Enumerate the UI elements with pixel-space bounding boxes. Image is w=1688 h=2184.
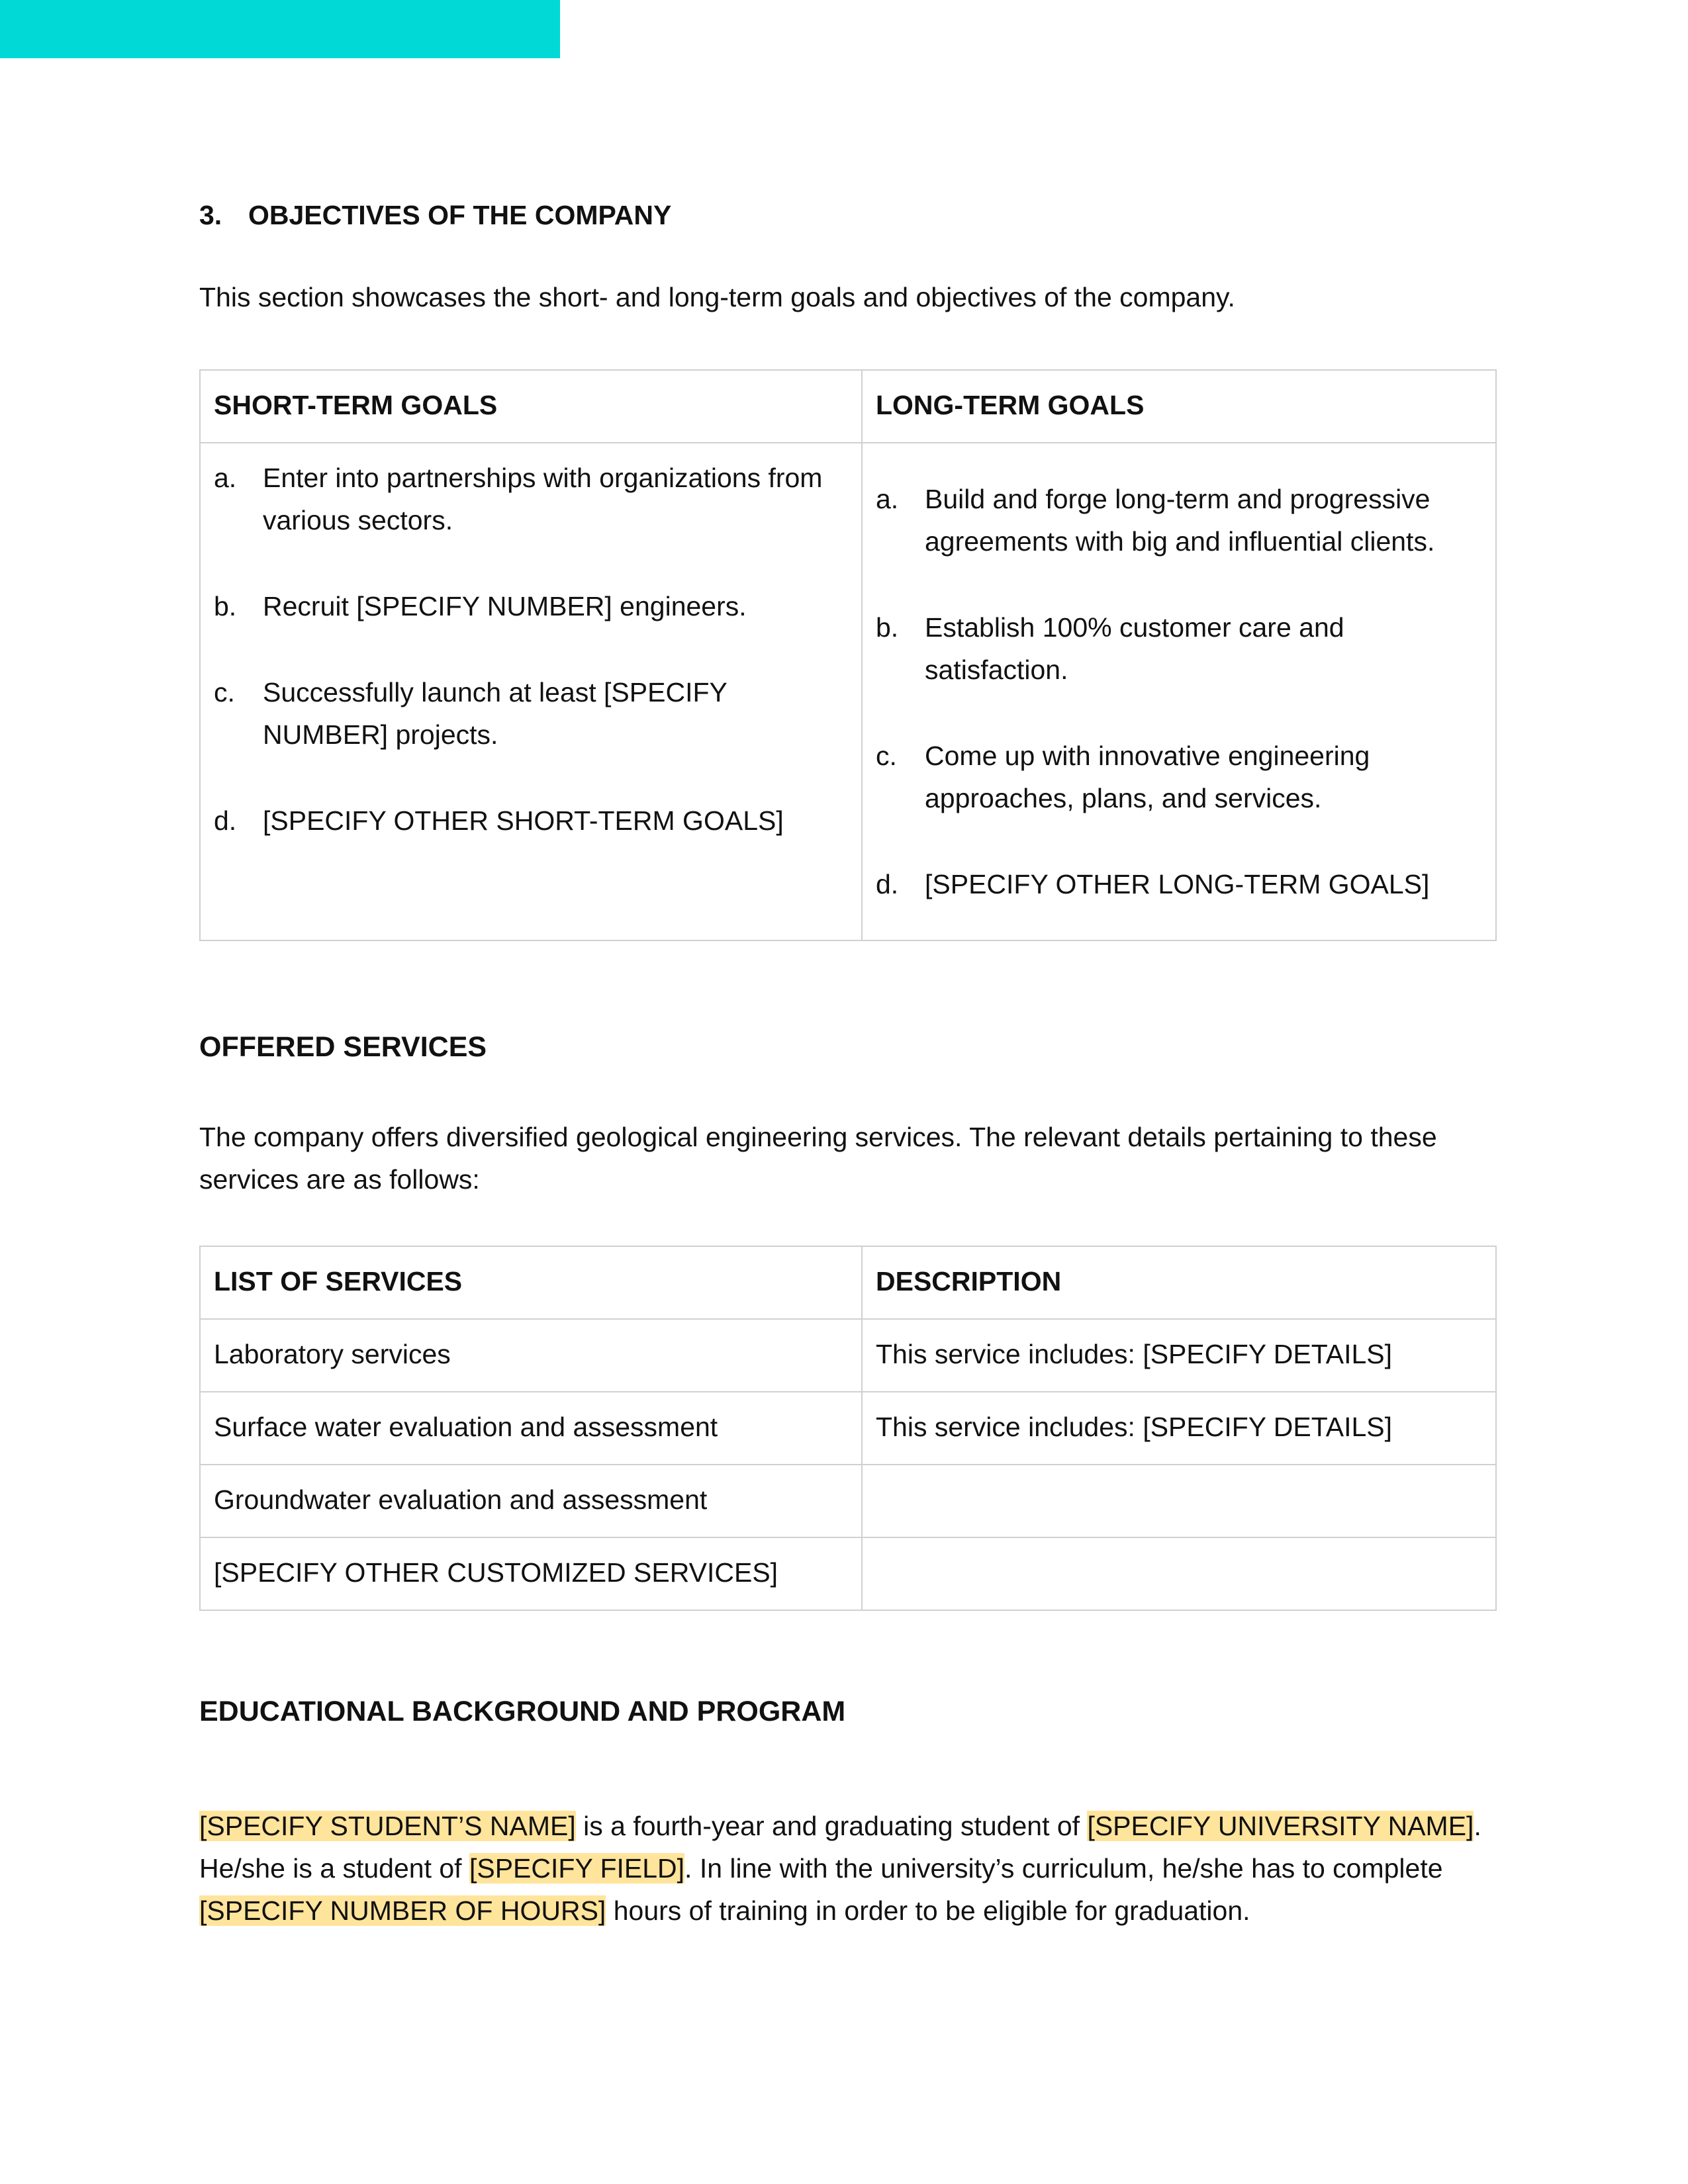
list-item (214, 799, 848, 842)
list-marker: a. (214, 463, 237, 493)
section-title-text: OBJECTIVES OF THE COMPANY (248, 200, 672, 230)
services-list-header: LIST OF SERVICES (200, 1246, 862, 1319)
paragraph-text: is a fourth-year and graduating student of (575, 1811, 1088, 1841)
service-name-cell: Laboratory services (200, 1319, 862, 1392)
goals-content-row (200, 443, 1496, 940)
section-number: 3. (199, 200, 222, 230)
services-intro: The company offers diversified geological engineering services. The relevant details pertaining to these services are as follows: (199, 1122, 1437, 1195)
table-row (200, 1392, 1496, 1465)
paragraph-text: hours of training in order to be eligible for graduation. (606, 1895, 1250, 1926)
list-item (876, 606, 1482, 691)
short-term-list (214, 457, 848, 842)
list-item (214, 457, 848, 541)
list-marker: c. (214, 677, 235, 707)
list-marker: c. (876, 741, 897, 771)
list-item (214, 671, 848, 756)
list-marker: a. (876, 484, 899, 514)
goal-text: Recruit [SPECIFY NUMBER] engineers. (263, 591, 747, 621)
list-marker: b. (214, 591, 237, 621)
goals-header-row (200, 370, 1496, 443)
services-table (199, 1246, 1497, 1611)
table-row (200, 1465, 1496, 1537)
table-row (200, 1319, 1496, 1392)
goal-text: [SPECIFY OTHER LONG-TERM GOALS] (925, 869, 1430, 899)
long-term-list (876, 457, 1482, 905)
goal-text: Successfully launch at least [SPECIFY NUMBER] projects. (263, 677, 727, 750)
list-marker: d. (876, 869, 899, 899)
education-paragraph (199, 1805, 1495, 1932)
goal-text: Enter into partnerships with organizations from various sectors. (263, 463, 823, 535)
paragraph-text: . He/she is a student of (199, 1811, 1481, 1884)
objectives-intro: This section showcases the short- and long-term goals and objectives of the company. (199, 282, 1235, 312)
short-term-cell (200, 443, 862, 940)
long-term-cell (862, 443, 1496, 940)
service-name-cell: Surface water evaluation and assessment (200, 1392, 862, 1465)
list-item (876, 478, 1482, 563)
offered-services-heading: OFFERED SERVICES (199, 1031, 487, 1063)
services-header-row (200, 1246, 1496, 1319)
service-description-cell (862, 1537, 1496, 1610)
list-item (876, 863, 1482, 905)
goal-text: Come up with innovative engineering approaches, plans, and services. (925, 741, 1370, 813)
service-name-cell: [SPECIFY OTHER CUSTOMIZED SERVICES] (200, 1537, 862, 1610)
short-term-header: SHORT-TERM GOALS (200, 370, 862, 443)
university-name-placeholder: [SPECIFY UNIVERSITY NAME] (1087, 1811, 1474, 1841)
section-title-objectives (199, 200, 671, 231)
field-placeholder: [SPECIFY FIELD] (469, 1853, 685, 1884)
education-heading: EDUCATIONAL BACKGROUND AND PROGRAM (199, 1696, 846, 1727)
student-name-placeholder: [SPECIFY STUDENT’S NAME] (199, 1811, 576, 1841)
hours-placeholder: [SPECIFY NUMBER OF HOURS] (199, 1895, 606, 1926)
list-marker: b. (876, 612, 899, 643)
service-description-cell: This service includes: [SPECIFY DETAILS] (862, 1392, 1496, 1465)
goal-text: Establish 100% customer care and satisfaction. (925, 612, 1344, 685)
header-accent-bar (0, 0, 560, 58)
service-description-cell (862, 1465, 1496, 1537)
list-item (214, 585, 848, 627)
service-description-cell: This service includes: [SPECIFY DETAILS] (862, 1319, 1496, 1392)
list-marker: d. (214, 805, 237, 836)
paragraph-text: . In line with the university’s curriculum, he/she has to complete (684, 1853, 1443, 1884)
list-item (876, 735, 1482, 819)
table-row (200, 1537, 1496, 1610)
goal-text: [SPECIFY OTHER SHORT-TERM GOALS] (263, 805, 784, 836)
goals-table (199, 369, 1497, 941)
services-description-header: DESCRIPTION (862, 1246, 1496, 1319)
service-name-cell: Groundwater evaluation and assessment (200, 1465, 862, 1537)
long-term-header: LONG-TERM GOALS (862, 370, 1496, 443)
goal-text: Build and forge long-term and progressive agreements with big and influential clients. (925, 484, 1435, 557)
